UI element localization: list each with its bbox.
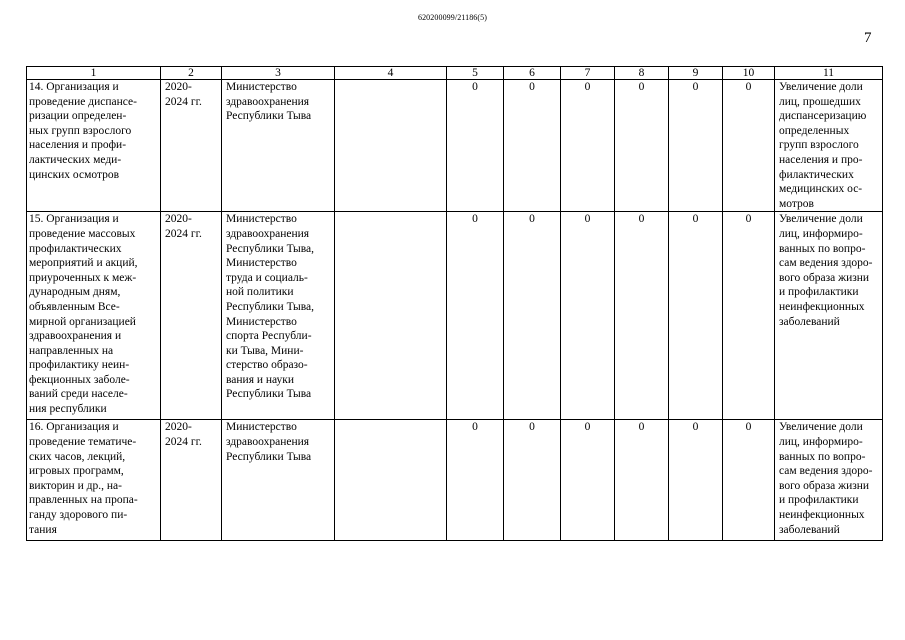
event-cell: 14. Организация и проведение диспансе- ризации определен- ных групп взрослого населения и профи- лактических меди- цинских осмотров (29, 81, 137, 181)
column-header: 6 (504, 67, 561, 80)
value-cell: 0 (447, 212, 504, 420)
event-cell: 16. Организация и проведение тематиче- ских часов, лекций, игровых программ, викторин и др., на- правленных на пропа- ганду здорового пи- тания (29, 421, 138, 536)
value-cell: 0 (504, 80, 561, 212)
value-cell: 0 (669, 420, 723, 541)
table-row (27, 420, 883, 541)
column-header: 7 (561, 67, 615, 80)
column-header: 2 (161, 67, 222, 80)
value-cell: 0 (615, 80, 669, 212)
program-events-table (26, 66, 883, 541)
executor-cell: Министерство здравоохранения Республики Тыва, Министерство труда и социаль- ной политики Республики Тыва, Министерство спорта Республи- ки Тыва, Мини- стерство образо- вания и науки Республики Тыва (226, 213, 315, 401)
result-cell: Увеличение доли лиц, информиро- ванных по вопро- сам ведения здоро- вого образа жизни и профилактики неинфекционных заболеваний (779, 421, 873, 536)
column-header: 10 (723, 67, 775, 80)
period-cell: 2020- 2024 гг. (165, 421, 202, 448)
value-cell: 0 (561, 80, 615, 212)
column-header: 8 (615, 67, 669, 80)
column-header: 11 (775, 67, 883, 80)
value-cell: 0 (615, 212, 669, 420)
value-cell: 0 (723, 212, 775, 420)
value-cell: 0 (561, 212, 615, 420)
executor-cell: Министерство здравоохранения Республики Тыва (226, 81, 312, 123)
value-cell: 0 (723, 420, 775, 541)
value-cell: 0 (447, 80, 504, 212)
executor-cell: Министерство здравоохранения Республики Тыва (226, 421, 312, 463)
value-cell: 0 (669, 212, 723, 420)
column-number-row (27, 67, 883, 80)
event-cell: 15. Организация и проведение массовых профилактических мероприятий и акций, приуроченных к меж- дународным дням, объявленным Все- мирной организацией здравоохранения и направленных на профилактику неин- фекционных заболе- ваний среди населе- ния республики (29, 213, 138, 416)
value-cell: 0 (504, 420, 561, 541)
value-cell: 0 (504, 212, 561, 420)
period-cell: 2020- 2024 гг. (165, 81, 202, 108)
result-cell: Увеличение доли лиц, информиро- ванных по вопро- сам ведения здоро- вого образа жизни и профилактики неинфекционных заболеваний (779, 213, 873, 328)
column-header: 5 (447, 67, 504, 80)
page-number: 7 (864, 30, 872, 46)
column-header: 3 (222, 67, 335, 80)
value-cell: 0 (615, 420, 669, 541)
value-cell: 0 (669, 80, 723, 212)
value-cell: 0 (447, 420, 504, 541)
column-header: 9 (669, 67, 723, 80)
document-id: 620200099/21186(5) (417, 13, 488, 22)
period-cell: 2020- 2024 гг. (165, 213, 202, 240)
result-cell: Увеличение доли лиц, прошедших диспансеризацию определенных групп взрослого населения и про- филактических медицинских ос- мотров (779, 81, 867, 210)
column-header: 4 (335, 67, 447, 80)
table-row (27, 212, 883, 420)
value-cell: 0 (723, 80, 775, 212)
value-cell: 0 (561, 420, 615, 541)
column-header: 1 (27, 67, 161, 80)
table-row (27, 80, 883, 212)
